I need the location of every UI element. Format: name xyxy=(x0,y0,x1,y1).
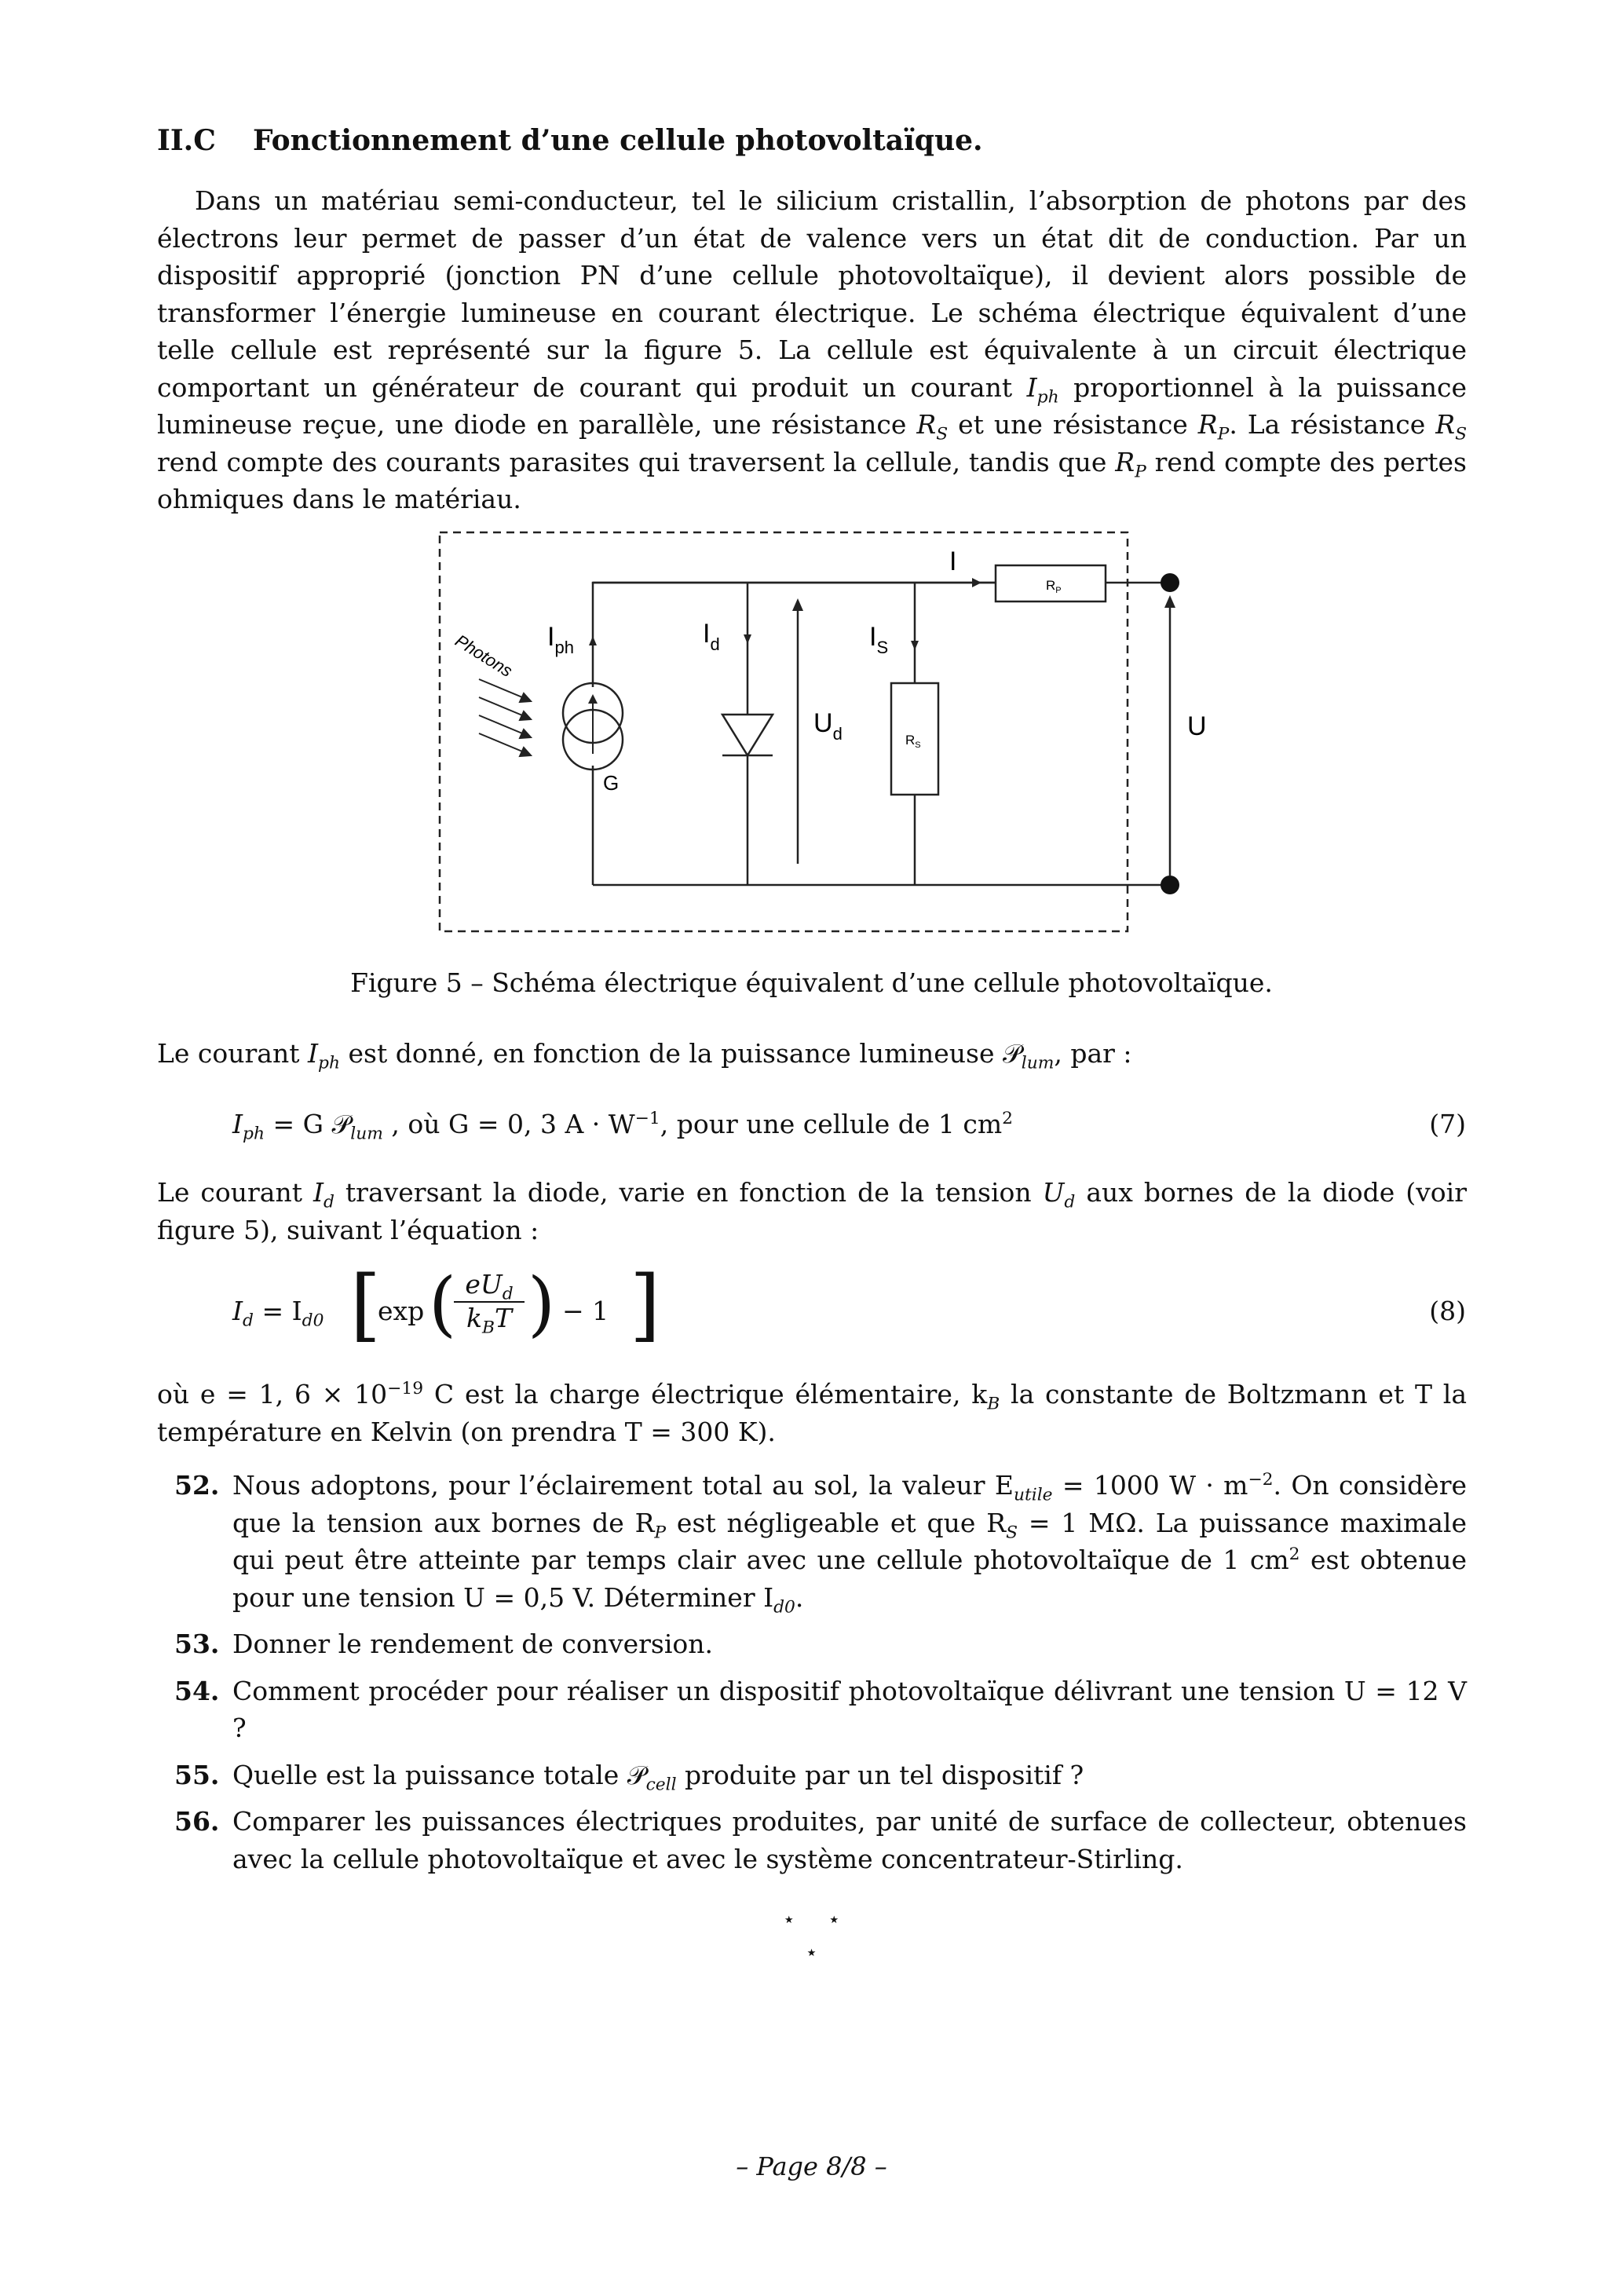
q55-a-sub: cell xyxy=(645,1775,677,1795)
terminal-top xyxy=(1161,573,1179,592)
question-52 xyxy=(157,1467,1467,1616)
id-var-sub: d xyxy=(324,1192,334,1212)
label-id: $I_d$ xyxy=(703,619,720,654)
ud-var: U xyxy=(1042,1177,1065,1208)
equation-7 xyxy=(232,1109,1013,1144)
q52-f: est obtenue pour une tension U = 0,5 V. Déterminer I xyxy=(232,1545,1467,1613)
eq8-lhs: I xyxy=(232,1296,243,1326)
label-ud: $U_d$ xyxy=(813,708,843,744)
eq8-equals: = I xyxy=(253,1296,302,1326)
end-stars-top: ⋆ ⋆ xyxy=(782,1908,841,1932)
equation-8-number: (8) xyxy=(1429,1296,1466,1326)
intro-text-2: proportionnel à la puissance lumineuse reçue, une diode en parallèle, une résistance xyxy=(157,371,1467,440)
label-rp: $R_P$ xyxy=(1046,578,1062,595)
id-var: I xyxy=(313,1177,324,1208)
rp-symbol-2: R xyxy=(1115,446,1135,477)
q52-d: est négligeable et que R xyxy=(666,1507,1007,1538)
ud-var-sub: d xyxy=(1064,1192,1076,1212)
iph-definition-text xyxy=(157,1035,1467,1073)
eq8-lhs-sub: d xyxy=(243,1311,254,1331)
eq8-denominator-sub: B xyxy=(481,1318,495,1338)
q52-d-sub: S xyxy=(1006,1523,1018,1543)
q52-e: = 1 MΩ. La puissance maximale qui peut être atteinte par temps clair avec une cellule photovoltaïque de 1 cm xyxy=(232,1507,1467,1575)
constants-text-c: la constante de Boltzmann et T la température en Kelvin (on prendra T = 300 K). xyxy=(157,1379,1468,1447)
diode-triangle xyxy=(722,715,773,755)
eq8-paren-right: ) xyxy=(528,1263,556,1345)
intro-text-5: rend compte des courants parasites qui traversent la cellule, tandis que xyxy=(157,446,1116,477)
question-56 xyxy=(157,1803,1467,1877)
question-53 xyxy=(157,1625,1467,1663)
question-text: Comment procéder pour réaliser un dispositif photovoltaïque délivrant une tension U = 12 V ? xyxy=(232,1675,1467,1743)
eq7-p-sub: lum xyxy=(350,1124,383,1144)
label-u: U xyxy=(1187,711,1207,741)
rp-subscript: P xyxy=(1217,424,1230,444)
rs-subscript: S xyxy=(936,424,949,444)
question-54 xyxy=(157,1673,1467,1747)
end-stars-bottom: ⋆ xyxy=(805,1941,818,1965)
question-number: 52. xyxy=(174,1470,220,1501)
question-55 xyxy=(157,1757,1467,1794)
eq7-rest: , où G = 0, 3 A · W xyxy=(382,1109,635,1139)
page-footer: – Page 8/8 – xyxy=(736,2152,887,2181)
intro-paragraph xyxy=(157,182,1467,518)
u-arrow-head xyxy=(1164,595,1175,608)
q52-b-exp: −2 xyxy=(1248,1470,1274,1490)
eq8-bracket-right: ] xyxy=(630,1259,661,1351)
question-number: 55. xyxy=(174,1759,220,1790)
eq7-tail: , pour une cellule de 1 cm xyxy=(660,1109,1003,1139)
question-text: Donner le rendement de conversion. xyxy=(232,1629,714,1659)
iph-text-middle: est donné, en fonction de la puissance lumineuse xyxy=(340,1038,1003,1069)
eq8-bracket-left: [ xyxy=(350,1259,382,1351)
question-number: 53. xyxy=(174,1629,220,1659)
question-number: 54. xyxy=(174,1675,220,1706)
label-is: $I_S$ xyxy=(869,622,889,657)
plum-symbol: 𝒫 xyxy=(1002,1038,1022,1069)
intro-text-4: . La résistance xyxy=(1229,409,1436,440)
iph-symbol: I xyxy=(1026,371,1037,403)
eq7-lhs-sub: ph xyxy=(243,1124,265,1144)
q52-b: = 1000 W · m xyxy=(1052,1470,1248,1501)
label-iph: $I_{ph}$ xyxy=(547,622,574,657)
label-photons: Photons xyxy=(451,631,517,682)
eq8-numerator-sub: d xyxy=(502,1284,514,1304)
q52-g: . xyxy=(795,1581,804,1613)
rs-symbol-2: R xyxy=(1435,409,1456,440)
q52-a: Nous adoptons, pour l’éclairement total au sol, la valeur E xyxy=(232,1470,1014,1501)
kb-sub: B xyxy=(987,1394,1000,1414)
q52-a-sub: utile xyxy=(1013,1485,1053,1505)
iph-subscript: ph xyxy=(1036,387,1059,408)
section-number: II.C xyxy=(157,124,216,157)
is-arrow xyxy=(911,641,919,650)
label-generator: G xyxy=(603,771,620,795)
constants-text xyxy=(157,1376,1467,1450)
q52-f-sub: d0 xyxy=(773,1597,795,1618)
eq7-lhs: I xyxy=(232,1109,243,1139)
id-definition-text xyxy=(157,1174,1467,1249)
q52-c: . On considère que la tension aux bornes de R xyxy=(232,1470,1467,1538)
eq7-equals: = G 𝒫 xyxy=(265,1109,351,1139)
iph-text-before: Le courant xyxy=(157,1038,308,1069)
iph-arrow xyxy=(589,636,597,645)
iph-var-sub: ph xyxy=(318,1053,340,1073)
label-current-i: I xyxy=(949,547,957,576)
eq8-paren-left: ( xyxy=(429,1263,457,1345)
generator-arrow-head xyxy=(588,694,598,704)
questions-list xyxy=(157,1467,1467,1887)
intro-text-6: rend compte des pertes ohmiques dans le matériau. xyxy=(157,446,1467,514)
question-number: 56. xyxy=(174,1806,220,1837)
iph-text-after: , par : xyxy=(1054,1038,1132,1069)
figure-caption: Figure 5 – Schéma électrique équivalent d’une cellule photovoltaïque. xyxy=(350,967,1273,998)
label-rs: $R_S$ xyxy=(905,733,921,750)
eq7-exp: −1 xyxy=(634,1109,660,1128)
section-heading xyxy=(157,124,983,157)
id-text-before: Le courant xyxy=(157,1177,313,1208)
eq8-i0-sub: d0 xyxy=(302,1311,324,1331)
eq8-minus-one: − 1 xyxy=(562,1296,609,1326)
eq7-exp2: 2 xyxy=(1002,1109,1013,1128)
constants-text-b: C est la charge électrique élémentaire, k xyxy=(423,1379,988,1409)
eq8-denominator: k xyxy=(466,1303,482,1333)
current-i-arrow xyxy=(972,578,981,587)
intro-text-3: et une résistance xyxy=(948,409,1198,440)
iph-var: I xyxy=(308,1038,319,1069)
q52-e-exp: 2 xyxy=(1289,1545,1300,1564)
eq8-numerator: eU xyxy=(465,1269,503,1300)
q52-c-sub: P xyxy=(654,1523,667,1543)
rs-symbol: R xyxy=(916,409,937,440)
intro-text-1: Dans un matériau semi-conducteur, tel le silicium cristallin, l’absorption de photons par des électrons leur permet de passer d’un état de valence vers un état dit de conduction. Par un dispositif approprié (jonction PN d’une cellule photovoltaïque), il devient alors possible de transformer l’énergie lumineuse en courant électrique. Le schéma électrique équivalent d’une telle cellule est représenté sur la figure 5. La cellule est équivalente à un circuit électrique comportant un générateur de courant qui produit un courant xyxy=(157,185,1467,403)
id-arrow xyxy=(744,634,751,644)
id-text-after: aux bornes de la diode (voir figure 5), suivant l’équation : xyxy=(157,1177,1467,1245)
rs-subscript-2: S xyxy=(1455,424,1467,444)
eq8-exp: exp xyxy=(378,1296,425,1326)
question-text: Comparer les puissances électriques produites, par unité de surface de collecteur, obtenues avec la cellule photovoltaïque et avec le système concentrateur-Stirling. xyxy=(232,1806,1467,1874)
photon-arrows xyxy=(479,679,531,756)
circuit-diagram xyxy=(432,526,1207,934)
constants-text-a: où e = 1, 6 × 10 xyxy=(157,1379,388,1409)
rp-subscript-2: P xyxy=(1135,462,1146,482)
constants-exp: −19 xyxy=(387,1379,424,1398)
eq8-fraction xyxy=(454,1269,525,1338)
rp-symbol: R xyxy=(1197,409,1218,440)
id-text-middle: traversant la diode, varie en fonction de la tension xyxy=(334,1177,1043,1208)
eq8-denominator-t: T xyxy=(494,1303,512,1333)
terminal-bottom xyxy=(1161,876,1179,894)
ud-arrow-head xyxy=(792,598,803,611)
section-title: Fonctionnement d’une cellule photovoltaïque. xyxy=(253,124,983,157)
plum-sub: lum xyxy=(1021,1053,1055,1073)
q55-b: produite par un tel dispositif ? xyxy=(676,1759,1084,1790)
q55-a: Quelle est la puissance totale 𝒫 xyxy=(232,1759,646,1790)
equation-7-number: (7) xyxy=(1429,1109,1466,1139)
